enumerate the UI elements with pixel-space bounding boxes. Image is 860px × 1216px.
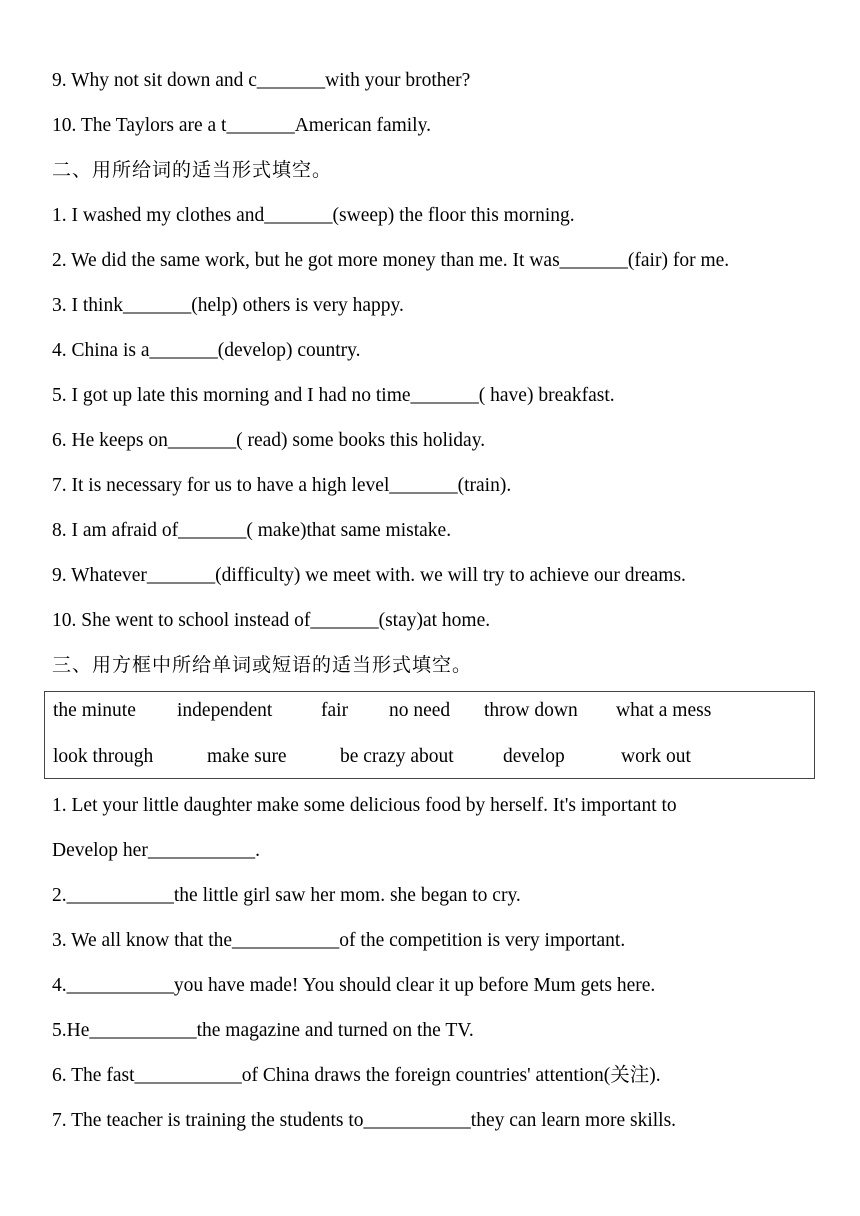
question-line: 6. He keeps on_______( read) some books this holiday. (52, 430, 486, 451)
question-line: 1. Let your little daughter make some delicious food by herself. It's important to (52, 795, 677, 816)
question-line: 7. The teacher is training the students to___________they can learn more skills. (52, 1110, 677, 1131)
question-line: 9. Whatever_______(difficulty) we meet with. we will try to achieve our dreams. (52, 565, 686, 586)
question-line: 4. China is a_______(develop) country. (52, 340, 361, 361)
question-line: 5. I got up late this morning and I had no time_______( have) breakfast. (52, 385, 615, 406)
question-line: 9. Why not sit down and c_______with your brother? (52, 70, 471, 91)
word-option: make sure (207, 746, 287, 767)
question-line: 10. She went to school instead of_______(stay)at home. (52, 610, 491, 631)
question-line: 7. It is necessary for us to have a high level_______(train). (52, 475, 512, 496)
section-3 (52, 643, 822, 1143)
word-option: be crazy about (340, 746, 454, 767)
question-line: 5.He___________the magazine and turned on the TV. (52, 1020, 474, 1041)
question-line: 2. We did the same work, but he got more money than me. It was_______(fair) for me. (52, 250, 730, 271)
word-option: independent (177, 700, 273, 721)
word-box (44, 691, 815, 779)
word-option: work out (621, 746, 691, 767)
section-2-heading: 二、用所给词的适当形式填空。 (52, 159, 333, 181)
word-option: the minute (53, 700, 136, 721)
section-3-heading: 三、用方框中所给单词或短语的适当形式填空。 (52, 654, 473, 676)
question-line: Develop her___________. (52, 840, 260, 861)
question-line: 3. I think_______(help) others is very happy. (52, 295, 404, 316)
question-line: 4.___________you have made! You should clear it up before Mum gets here. (52, 975, 656, 996)
question-line: 8. I am afraid of_______( make)that same mistake. (52, 520, 452, 541)
word-option: fair (321, 700, 349, 721)
question-line: 3. We all know that the___________of the competition is very important. (52, 930, 626, 951)
word-option: develop (503, 746, 565, 767)
word-option: look through (53, 746, 154, 767)
word-option: what a mess (616, 700, 712, 721)
question-line: 10. The Taylors are a t_______American family. (52, 115, 431, 136)
question-line: 2.___________the little girl saw her mom. she began to cry. (52, 885, 521, 906)
word-option: no need (389, 700, 451, 721)
question-line: 6. The fast___________of China draws the foreign countries' attention(关注). (52, 1065, 661, 1086)
worksheet-page (52, 58, 822, 1143)
section-2 (52, 148, 822, 643)
question-line: 1. I washed my clothes and_______(sweep) the floor this morning. (52, 205, 575, 226)
part1-continued (52, 58, 822, 148)
word-option: throw down (484, 700, 578, 721)
